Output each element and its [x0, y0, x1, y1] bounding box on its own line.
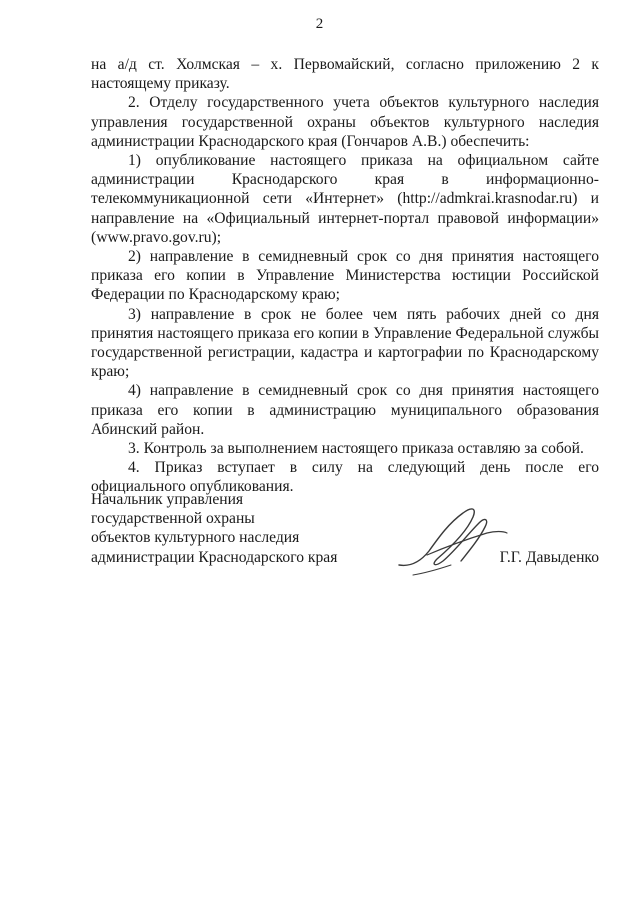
signature-block [91, 490, 599, 580]
paragraph-continuation: на а/д ст. Холмская – х. Первомайский, согласно приложению 2 к настоящему приказу. [91, 56, 599, 93]
handwritten-signature [391, 495, 511, 580]
paragraph-item-2: 2. Отделу государственного учета объектов культурного наследия управления государственной охраны объектов культурного наследия администрации Краснодарского края (Гончаров А.В.) обеспечить: [91, 94, 599, 150]
paragraph-item-3: 3. Контроль за выполнением настоящего приказа оставляю за собой. [128, 440, 584, 458]
signatory-position-line: объектов культурного наследия [91, 529, 300, 547]
signatory-position [91, 490, 391, 567]
signatory-position-line: администрации Краснодарского края [91, 548, 338, 566]
paragraph-item-4: 4. Приказ вступает в силу на следующий день после его официального опубликования. [91, 459, 599, 496]
signatory-position-line: государственной охраны [91, 510, 255, 528]
paragraph-subitem-4: 4) направление в семидневный срок со дня принятия настоящего приказа его копии в администрацию муниципального образования Абинский район. [91, 382, 599, 438]
signatory-name: Г.Г. Давыденко [499, 548, 599, 566]
signatory-position-line: Начальник управления [91, 491, 244, 508]
page-number: 2 [315, 16, 324, 32]
paragraph-subitem-1: 1) опубликование настоящего приказа на официальном сайте администрации Краснодарского края в информационно-телекоммуникационной сети «Интернет» (http://admkrai.krasnodar.ru) и направление на «Официальный интернет-портал правовой информации» (www.pravo.gov.ru); [91, 152, 599, 246]
paragraph-subitem-2: 2) направление в семидневный срок со дня принятия настоящего приказа его копии в Управление Министерства юстиции Российской Федерации по Краснодарскому краю; [91, 248, 599, 304]
signature-stroke [413, 565, 451, 575]
document-body [91, 55, 599, 497]
paragraph-subitem-3: 3) направление в срок не более чем пять рабочих дней со дня принятия настоящего приказа его копии в Управление Федеральной службы государственной регистрации, кадастра и картографии по Краснодарскому краю; [91, 305, 599, 381]
